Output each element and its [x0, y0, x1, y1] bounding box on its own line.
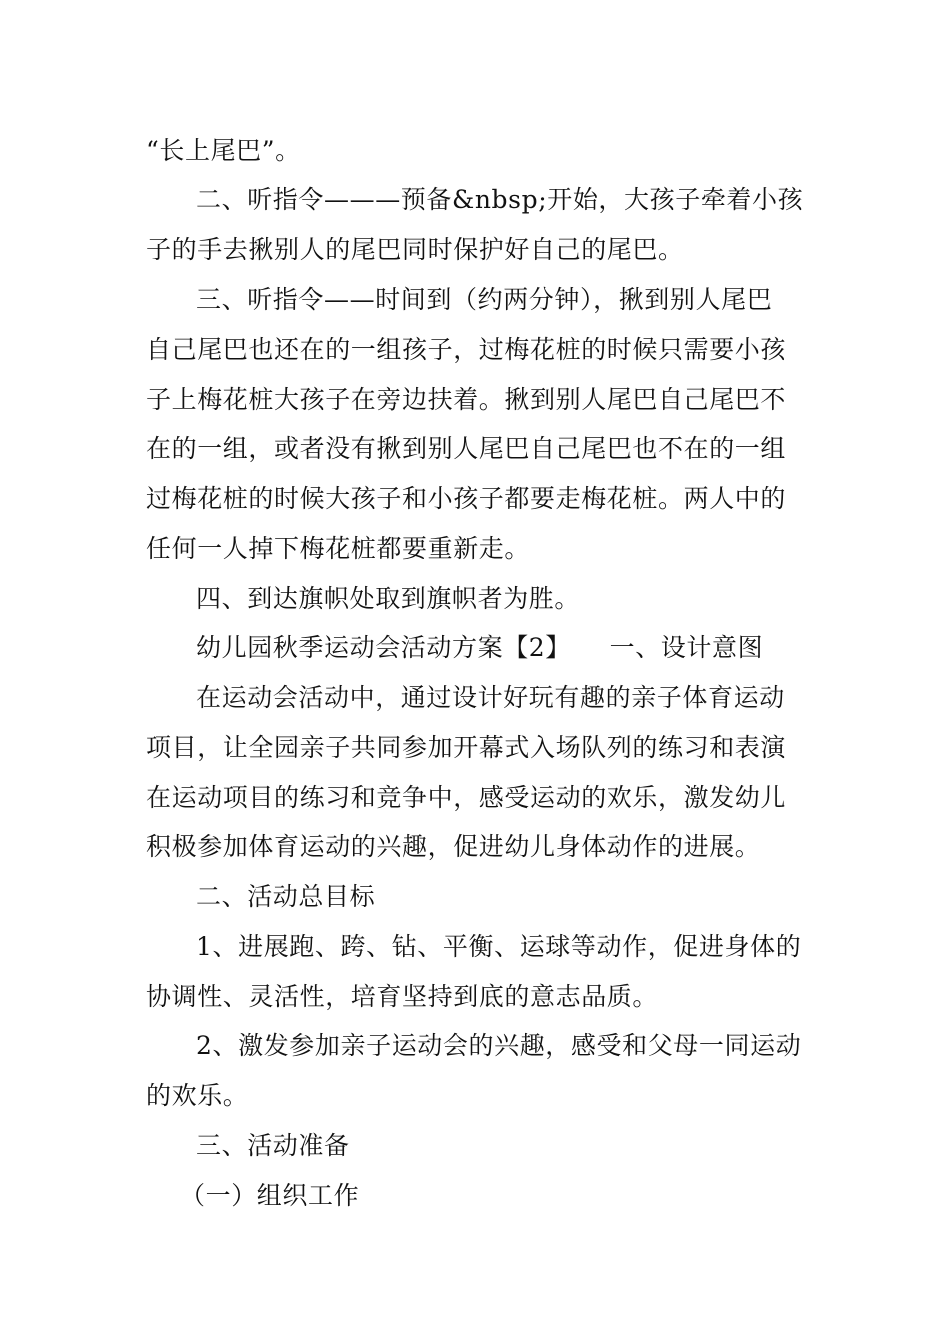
- text-line: 协调性、灵活性，培育坚持到底的意志品质。: [146, 982, 659, 1011]
- text-line: 三、听指令——时间到（约两分钟），揪到别人尾巴: [196, 285, 773, 314]
- text-line: 二、听指令———预备&nbsp;开始，大孩子牵着小孩: [196, 185, 804, 214]
- section-heading: 二、活动总目标: [196, 882, 376, 911]
- text-line: 在运动项目的练习和竞争中，感受运动的欢乐，激发幼儿: [146, 783, 787, 812]
- subsection-heading: （一）组织工作: [180, 1181, 360, 1210]
- text-line: 过梅花桩的时候大孩子和小孩子都要走梅花桩。两人中的: [146, 484, 787, 513]
- text-line: “长上尾巴”。: [146, 136, 301, 165]
- text-line: 1、进展跑、跨、钻、平衡、运球等动作，促进身体的: [196, 932, 802, 961]
- section-heading: 幼儿园秋季运动会活动方案【2】 一、设计意图: [196, 633, 764, 662]
- text-line: 项目，让全园亲子共同参加开幕式入场队列的练习和表演: [146, 733, 787, 762]
- text-line: 自己尾巴也还在的一组孩子，过梅花桩的时候只需要小孩: [146, 335, 787, 364]
- text-line: 积极参加体育运动的兴趣，促进幼儿身体动作的进展。: [146, 832, 761, 861]
- section-heading: 三、活动准备: [196, 1131, 350, 1160]
- text-line: 四、到达旗帜处取到旗帜者为胜。: [196, 584, 581, 613]
- text-line: 子上梅花桩大孩子在旁边扶着。揪到别人尾巴自己尾巴不: [146, 385, 787, 414]
- text-line: 的欢乐。: [146, 1081, 249, 1110]
- text-line: 在的一组，或者没有揪到别人尾巴自己尾巴也不在的一组: [146, 434, 787, 463]
- text-line: 在运动会活动中，通过设计好玩有趣的亲子体育运动: [196, 683, 785, 712]
- text-line: 任何一人掉下梅花桩都要重新走。: [146, 534, 531, 563]
- text-line: 2、激发参加亲子运动会的兴趣，感受和父母一同运动: [196, 1031, 802, 1060]
- text-line: 子的手去揪别人的尾巴同时保护好自己的尾巴。: [146, 235, 684, 264]
